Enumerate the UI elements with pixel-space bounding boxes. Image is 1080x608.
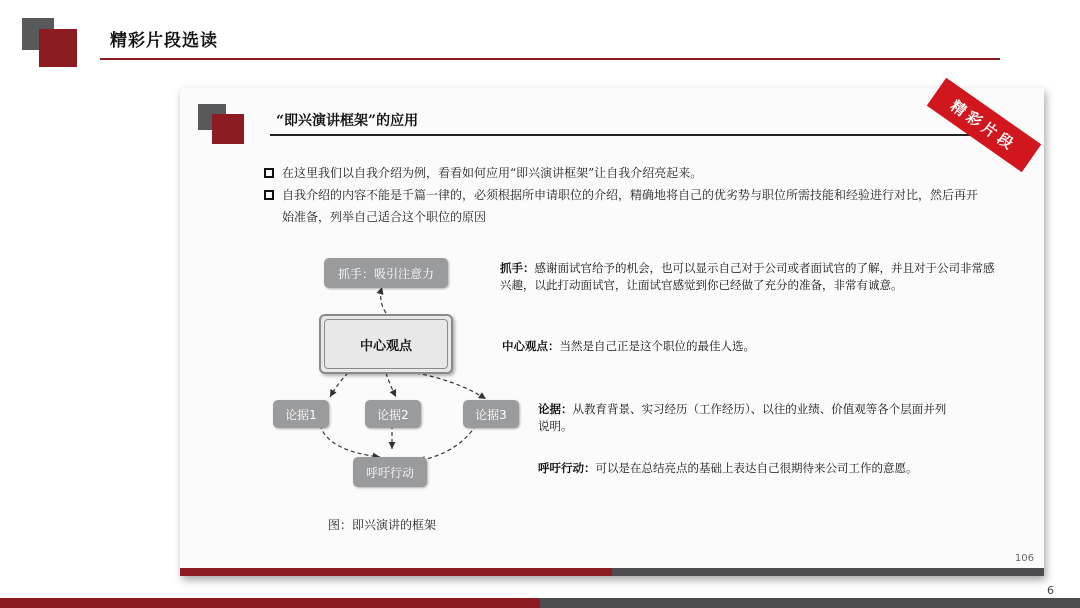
desc-center-key: 中心观点： [502,339,560,353]
bullet-text: 自我介绍的内容不能是千篇一律的，必须根据所申请职位的介绍，精确地将自己的优劣势与职位所需技能和经验进行对比，然后再开始准备，列举自己适合这个职位的原因 [282,188,979,224]
square-bullet-icon [264,190,274,200]
desc-hook [500,260,1000,294]
bullet-text: 在这里我们以自我介绍为例，看看如何应用“即兴演讲框架”让自我介绍亮起来。 [282,166,703,180]
desc-center-text: 当然是自己正是这个职位的最佳人选。 [559,339,755,353]
desc-call [538,460,1008,477]
page-logo [198,104,246,144]
bullet-item [264,184,984,228]
node-argument-1-label: 论据1 [285,407,317,422]
stamp-label: 精彩片段 [947,96,1021,155]
node-argument-1 [273,400,329,428]
page-title: “即兴演讲框架”的应用 [276,113,419,129]
highlight-stamp [926,90,1030,155]
book-page [180,88,1044,576]
desc-evidence-text: 从教育背景、实习经历（工作经历）、以往的业绩、价值观等各个层面并列说明。 [538,402,947,433]
node-argument-2-label: 论据2 [377,407,409,422]
bullet-item [264,162,984,184]
page-number: 106 [1014,553,1034,564]
desc-call-text: 可以是在总结亮点的基础上表达自己很期待来公司工作的意愿。 [595,461,918,475]
node-center [319,314,453,374]
slide-logo [22,18,78,68]
slide-footer-bar [0,598,1080,608]
desc-call-key: 呼吁行动： [538,461,596,475]
speech-framework-diagram [268,253,528,493]
desc-center [502,338,1002,355]
desc-hook-text: 感谢面试官给予的机会，也可以显示自己对于公司或者面试官的了解，并且对于公司非常感兴趣，以此打动面试官，让面试官感觉到你已经做了充分的准备，非常有诚意。 [500,261,995,292]
node-argument-2 [365,400,421,428]
square-bullet-icon [264,168,274,178]
page-footer-bar [180,568,1044,576]
node-argument-3-label: 论据3 [475,407,507,422]
bullet-list [264,162,984,228]
node-hook [324,258,448,288]
desc-evidence-key: 论据： [538,402,573,416]
node-call-to-action-label: 呼吁行动 [365,465,414,480]
node-call-to-action [353,457,427,487]
diagram-caption: 图：即兴演讲的框架 [328,518,437,532]
desc-evidence [538,401,950,435]
node-argument-3 [463,400,519,428]
title-divider [100,58,1000,60]
node-hook-label: 抓手：吸引注意力 [337,266,434,281]
page-title-divider [270,134,1010,136]
slide-title: 精彩片段选读 [110,31,218,51]
desc-hook-key: 抓手： [500,261,535,275]
slide-number: 6 [1047,584,1054,597]
node-center-label: 中心观点 [359,338,412,354]
